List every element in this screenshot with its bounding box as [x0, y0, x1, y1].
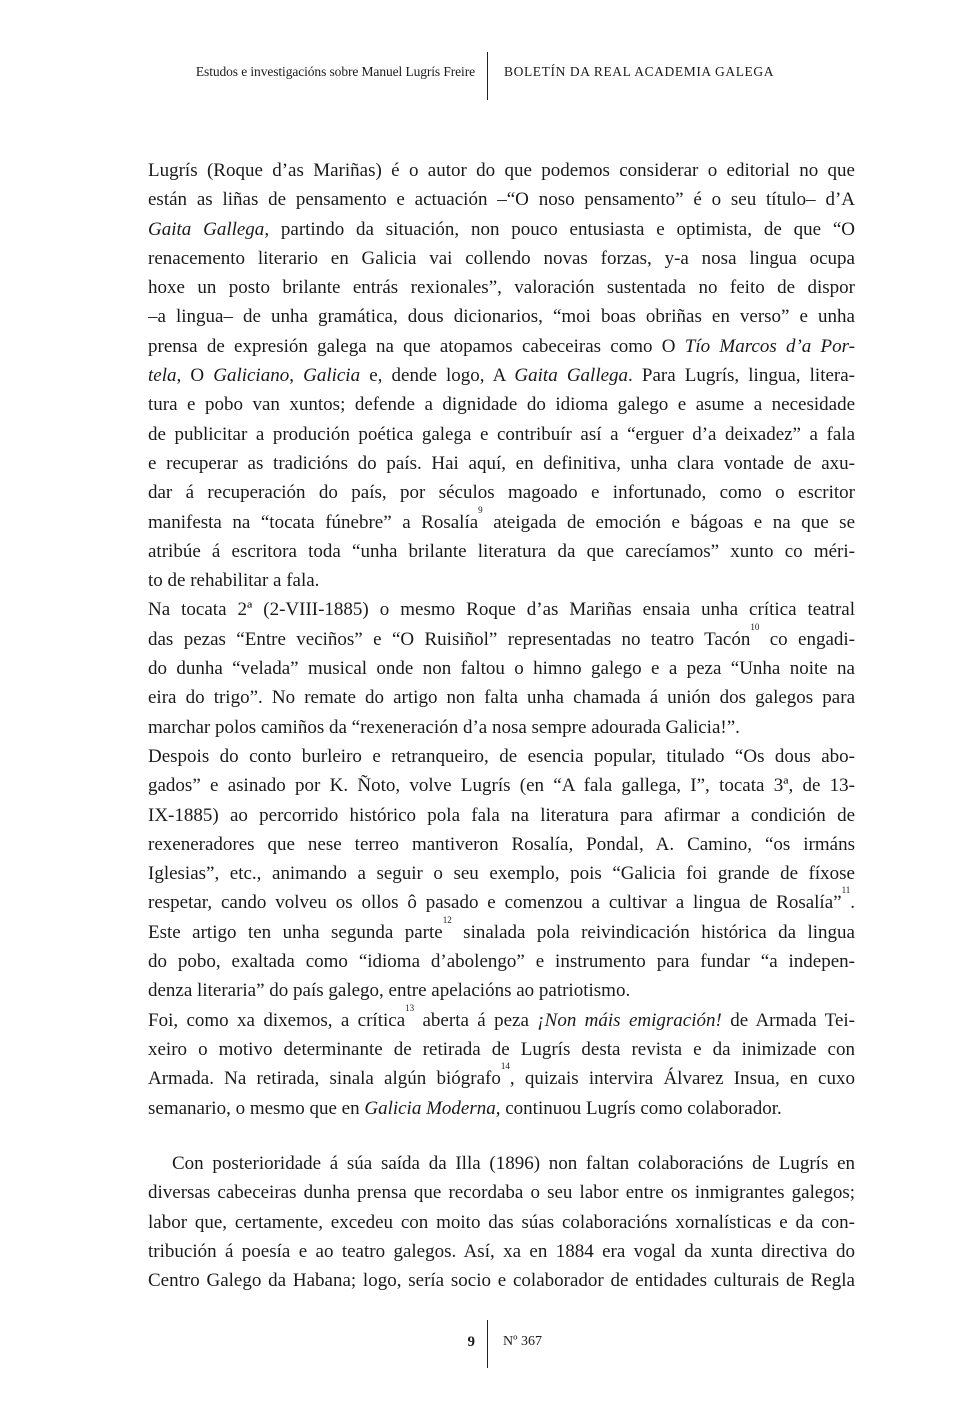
issue-number: Nº 367 — [503, 1334, 542, 1349]
italic-title: Galicia — [303, 365, 361, 387]
header-journal-title: BOLETÍN DA REAL ACADEMIA GALEGA — [504, 64, 775, 79]
italic-title: Galiciano — [213, 365, 290, 387]
text-line: IX-1885) ao percorrido histórico pola fala na literatura para afirmar a condición de — [148, 804, 855, 826]
footnote-ref[interactable]: 11 — [841, 885, 851, 896]
footnote-ref[interactable]: 14 — [500, 1061, 510, 1072]
text-line: respetar, cando volveu os ollos ô pasado e comenzou a cultivar a lingua de Rosalía”$^{11}$. — [148, 885, 855, 914]
text-line: prensa de expresión galega na que atopamos cabeceiras como O Tío Marcos d’a Por- — [148, 335, 856, 357]
text-line: e recuperar as tradicións do país. Hai aquí, en definitiva, unha clara vontade de axu- — [148, 452, 855, 474]
body-text — [148, 156, 855, 1123]
text-line: eira do trigo”. No remate do artigo non falta unha chamada á unión dos galegos para — [148, 687, 855, 709]
text-line: Lugrís (Roque d’as Mariñas) é o autor do que podemos considerar o editorial no que — [148, 160, 855, 181]
footnote-ref[interactable]: 13 — [405, 1002, 415, 1013]
text-line: labor que, certamente, excedeu con moito das súas colaboracións xornalísticas e da con- — [148, 1211, 855, 1233]
text-line: Na tocata 2ª (2-VIII-1885) o mesmo Roque d’as Mariñas ensaia unha crítica teatral — [148, 599, 855, 621]
text-line: rexeneradores que nese terreo mantiveron Rosalía, Pondal, A. Camino, “os irmáns — [148, 833, 855, 855]
text-line: Centro Galego da Habana; logo, sería socio e colaborador de entidades culturais de Regla — [148, 1270, 855, 1292]
text-line: Iglesias”, etc., animando a seguir o seu exemplo, pois “Galicia foi grande de fíxose — [148, 863, 855, 885]
header-divider — [487, 52, 488, 100]
text-line: xeiro o motivo determinante de retirada de Lugrís desta revista e da inimizade con — [148, 1038, 855, 1060]
text-line: to de rehabilitar a fala. — [148, 570, 320, 592]
page-footer — [0, 1320, 975, 1368]
text-line: –a lingua– de unha gramática, dous dicionarios, “moi boas obriñas en verso” e unha — [148, 306, 855, 328]
text-line: atribúe á escritora toda “unha brilante literatura da que carecíamos” xunto co méri- — [148, 540, 855, 562]
text-line: Este artigo ten unha segunda parte$^{12}$ sinalada pola reivindicación histórica da lingua — [148, 914, 855, 943]
header-article-title: Estudos e investigacións sobre Manuel Lugrís Freire — [195, 64, 475, 79]
text-line: gados” e asinado por K. Ñoto, volve Lugrís (en “A fala gallega, I”, tocata 3ª, de 13- — [148, 775, 855, 797]
text-line: diversas cabeceiras dunha prensa que recordaba o seu labor entre os inmigrantes galegos; — [148, 1182, 855, 1204]
footnote-ref[interactable]: 9 — [478, 504, 483, 515]
paragraph-2 — [148, 1149, 855, 1295]
text-line: Armada. Na retirada, sinala algún biógrafo$^{14}$, quizais intervira Álvarez Insua, en cuxo — [148, 1061, 855, 1090]
italic-title: tela — [148, 365, 177, 387]
text-line: do pobo, exaltada como “idioma d’abolengo” e instrumento para fundar “a indepen- — [148, 951, 855, 973]
text-line: tribución á poesía e ao teatro galegos. Así, xa en 1884 era vogal da xunta directiva do — [148, 1240, 855, 1262]
italic-title: Tío Marcos d’a Por- — [684, 335, 856, 357]
text-line: Foi, como xa dixemos, a crítica$^{13}$ aberta á peza ¡Non máis emigración! de Armada Tei- — [148, 1002, 855, 1031]
text-line: das pezas “Entre veciños” e “O Ruisiñol” representadas no teatro Tacón$^{10}$ co engadi- — [148, 621, 856, 650]
text-line: Con posterioridade á súa saída da Illa (1896) non faltan colaboracións de Lugrís en — [172, 1153, 855, 1174]
running-header — [0, 52, 975, 100]
text-line: Despois do conto burleiro e retranqueiro, de esencia popular, titulado “Os dous abo- — [148, 745, 855, 767]
text-line: dar á recuperación do país, por séculos magoado e infortunado, como o escritor — [148, 482, 855, 504]
footnote-ref[interactable]: 10 — [750, 621, 760, 632]
text-line: Gaita Gallega, partindo da situación, non pouco entusiasta e optimista, de que “O — [148, 218, 855, 240]
text-line: de publicitar a produción poética galega e contribuír así a “erguer d’a deixadez” a fala — [148, 423, 855, 445]
italic-title: ¡Non máis emigración! — [537, 1009, 722, 1031]
text-line: do dunha “velada” musical onde non faltou o himno galego e a peza “Unha noite na — [148, 658, 855, 680]
footer-divider — [487, 1320, 488, 1368]
text-line: tura e pobo van xuntos; defende a dignidade do idioma galego e asume a necesidade — [148, 394, 855, 416]
italic-title: Gaita Gallega — [514, 365, 629, 387]
text-line: semanario, o mesmo que en Galicia Moderna, continuou Lugrís como colaborador. — [148, 1097, 782, 1119]
text-line: hoxe un posto brilante entrás rexionales”, valoración sustentada no feito de dispor — [148, 277, 855, 299]
text-line: renacemento literario en Galicia vai collendo novas forzas, y-a nosa lingua ocupa — [148, 247, 855, 269]
text-line: marchar polos camiños da “rexeneración d’a nosa sempre adourada Galicia!”. — [148, 716, 740, 738]
page-number: 9 — [467, 1334, 475, 1350]
text-line: denza literaria” do país galego, entre apelacións ao patriotismo. — [148, 980, 631, 1002]
text-line: están as liñas de pensamento e actuación –“O noso pensamento” é o seu título– d’A — [148, 189, 855, 211]
text-line: manifesta na “tocata fúnebre” a Rosalía$^9$ ateigada de emoción e bágoas e na que se — [148, 504, 856, 533]
text-line: tela, O Galiciano, Galicia e, dende logo, A Gaita Gallega. Para Lugrís, lingua, litera- — [148, 365, 856, 387]
footnote-ref[interactable]: 12 — [442, 914, 452, 925]
italic-title: Galicia Moderna — [364, 1097, 496, 1119]
italic-title: Gaita Gallega — [148, 218, 265, 240]
